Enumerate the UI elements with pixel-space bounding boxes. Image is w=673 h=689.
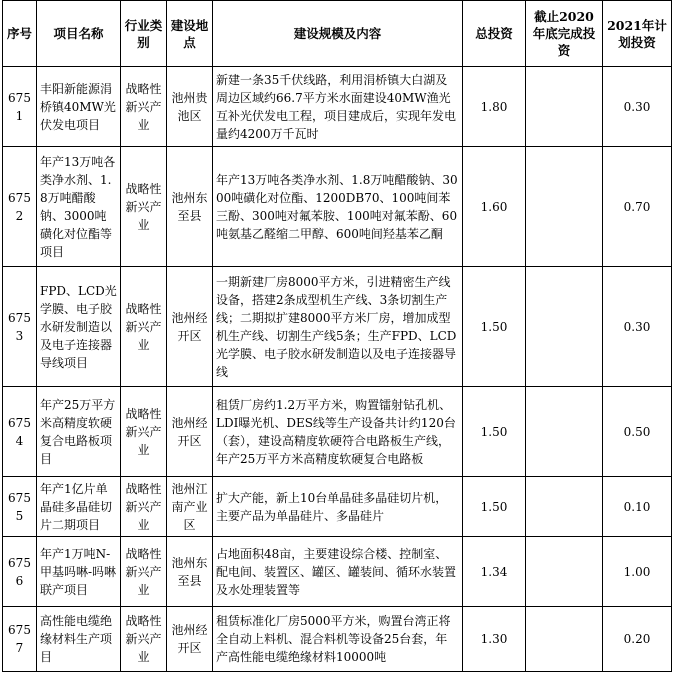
cell-name: 年产1万吨N-甲基吗啉-吗啉联产项目	[37, 537, 121, 607]
cell-name: 丰阳新能源涓桥镇40MW光伏发电项目	[37, 67, 121, 147]
header-total: 总投资	[463, 1, 526, 67]
cell-seq: 6756	[3, 537, 37, 607]
cell-location: 池州东至县	[167, 537, 213, 607]
table-row	[3, 607, 672, 672]
cell-seq: 6754	[3, 387, 37, 477]
header-name: 项目名称	[37, 1, 121, 67]
cell-plan2021: 0.70	[603, 147, 672, 267]
cell-total: 1.34	[463, 537, 526, 607]
cell-scope: 一期新建厂房8000平方米，引进精密生产线设备，搭建2条成型机生产线、3条切割生产线；二期拟扩建8000平方米厂房，增加成型机生产线、切割生产线5条；生产FPD、LCD光学膜、电子胶水研发制造以及电子连接器导线	[213, 267, 463, 387]
header-seq: 序号	[3, 1, 37, 67]
cell-total: 1.80	[463, 67, 526, 147]
cell-industry: 战略性新兴产业	[121, 537, 167, 607]
cell-plan2021: 0.30	[603, 67, 672, 147]
cell-scope: 新建一条35千伏线路，利用涓桥镇大白湖及周边区域约66.7平方米水面建设40MW渔光互补光伏发电工程，项目建成后，实现年发电量约4200万千瓦时	[213, 67, 463, 147]
cell-industry: 战略性新兴产业	[121, 267, 167, 387]
cell-name: 年产13万吨各类净水剂、1.8万吨醋酸钠、3000吨磺化对位酯等项目	[37, 147, 121, 267]
table-row	[3, 147, 672, 267]
cell-industry: 战略性新兴产业	[121, 477, 167, 537]
cell-total: 1.30	[463, 607, 526, 672]
cell-location: 池州东至县	[167, 147, 213, 267]
cell-done2020	[526, 607, 603, 672]
cell-plan2021: 0.20	[603, 607, 672, 672]
cell-total: 1.50	[463, 387, 526, 477]
cell-total: 1.50	[463, 267, 526, 387]
header-location: 建设地点	[167, 1, 213, 67]
cell-total: 1.50	[463, 477, 526, 537]
cell-plan2021: 0.30	[603, 267, 672, 387]
cell-seq: 6751	[3, 67, 37, 147]
cell-seq: 6755	[3, 477, 37, 537]
table-row	[3, 267, 672, 387]
header-industry: 行业类别	[121, 1, 167, 67]
cell-scope: 扩大产能，新上10台单晶硅多晶硅切片机，主要产品为单晶硅片、多晶硅片	[213, 477, 463, 537]
cell-scope: 占地面积48亩，主要建设综合楼、控制室、配电间、装置区、罐区、罐装间、循环水装置及水处理装置等	[213, 537, 463, 607]
cell-done2020	[526, 147, 603, 267]
cell-plan2021: 0.10	[603, 477, 672, 537]
cell-location: 池州经开区	[167, 387, 213, 477]
cell-location: 池州贵池区	[167, 67, 213, 147]
cell-industry: 战略性新兴产业	[121, 387, 167, 477]
table-row	[3, 477, 672, 537]
cell-done2020	[526, 267, 603, 387]
table-row	[3, 67, 672, 147]
cell-plan2021: 0.50	[603, 387, 672, 477]
cell-seq: 6757	[3, 607, 37, 672]
cell-industry: 战略性新兴产业	[121, 67, 167, 147]
cell-seq: 6753	[3, 267, 37, 387]
cell-name: 高性能电缆绝缘材料生产项目	[37, 607, 121, 672]
cell-name: 年产25万平方米高精度软硬复合电路板项目	[37, 387, 121, 477]
header-plan2021: 2021年计划投资	[603, 1, 672, 67]
cell-location: 池州江南产业区	[167, 477, 213, 537]
cell-scope: 年产13万吨各类净水剂、1.8万吨醋酸钠、3000吨磺化对位酯、1200DB70、100吨间苯三酚、300吨对氟苯胺、100吨对氟苯酚、60吨氨基乙醛缩二甲醇、600吨间羟基苯乙酮	[213, 147, 463, 267]
cell-location: 池州经开区	[167, 607, 213, 672]
cell-industry: 战略性新兴产业	[121, 147, 167, 267]
table-row	[3, 387, 672, 477]
cell-plan2021: 1.00	[603, 537, 672, 607]
cell-name: 年产1亿片单晶硅多晶硅切片二期项目	[37, 477, 121, 537]
cell-done2020	[526, 387, 603, 477]
cell-done2020	[526, 537, 603, 607]
cell-location: 池州经开区	[167, 267, 213, 387]
cell-industry: 战略性新兴产业	[121, 607, 167, 672]
header-done2020: 截止2020年底完成投资	[526, 1, 603, 67]
cell-done2020	[526, 477, 603, 537]
cell-name: FPD、LCD光学膜、电子胶水研发制造以及电子连接器导线项目	[37, 267, 121, 387]
header-row	[3, 1, 672, 67]
cell-scope: 租赁标准化厂房5000平方米，购置台湾正将全自动上料机、混合料机等设备25台套，年产高性能电缆绝缘材料10000吨	[213, 607, 463, 672]
header-scope: 建设规模及内容	[213, 1, 463, 67]
table-row	[3, 537, 672, 607]
cell-seq: 6752	[3, 147, 37, 267]
cell-total: 1.60	[463, 147, 526, 267]
cell-scope: 租赁厂房约1.2万平方米，购置镭射钻孔机、LDI曝光机、DES线等生产设备共计约120台（套），建设高精度软硬符合电路板生产线，年产25万平方米高精度软硬复合电路板	[213, 387, 463, 477]
investment-table	[2, 0, 672, 672]
cell-done2020	[526, 67, 603, 147]
